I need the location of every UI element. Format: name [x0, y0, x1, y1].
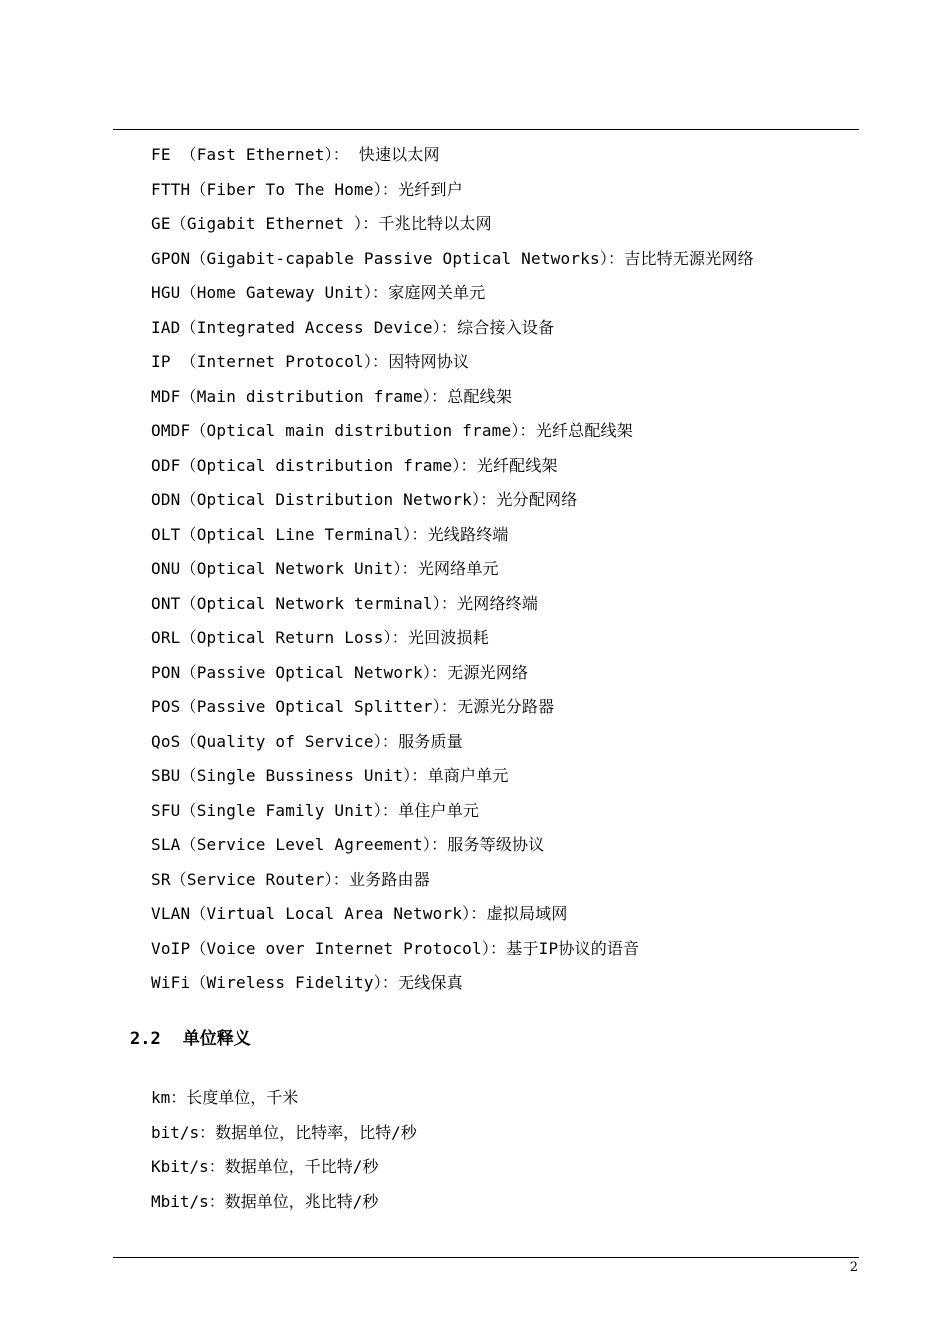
abbreviation-item: OMDF（Optical main distribution frame）：光纤总配线架: [151, 421, 633, 440]
abbreviation-item: QoS（Quality of Service）：服务质量: [151, 731, 463, 751]
section-number: 2.2: [130, 1029, 161, 1049]
abbreviation-item: SFU（Single Family Unit）：单住户单元: [151, 800, 480, 820]
abbreviation-item: OLT（Optical Line Terminal）：光线路终端: [151, 524, 509, 544]
unit-item: km：长度单位，千米: [151, 1088, 299, 1107]
abbreviation-item: FE （Fast Ethernet）： 快速以太网: [151, 145, 440, 164]
unit-item: Kbit/s：数据单位，千比特/秒: [151, 1157, 379, 1176]
abbreviation-item: ONT（Optical Network terminal）：光网络终端: [151, 593, 539, 613]
abbreviation-item: FTTH（Fiber To The Home）：光纤到户: [151, 179, 463, 199]
unit-item: Mbit/s：数据单位，兆比特/秒: [151, 1191, 379, 1211]
abbreviation-item: GPON（Gigabit-capable Passive Optical Networks）：吉比特无源光网络: [151, 248, 754, 268]
page-number: 2: [849, 1260, 858, 1275]
abbreviation-item: VLAN（Virtual Local Area Network）：虚拟局域网: [151, 904, 568, 923]
abbreviation-item: ODN（Optical Distribution Network）：光分配网络: [151, 490, 578, 509]
footer-rule: [113, 1257, 859, 1258]
abbreviation-item: SBU（Single Bussiness Unit）：单商户单元: [151, 766, 509, 785]
section-heading: [130, 1024, 251, 1054]
abbreviation-item: GE（Gigabit Ethernet ）：千兆比特以太网: [151, 214, 492, 233]
unit-item: bit/s：数据单位，比特率，比特/秒: [151, 1122, 417, 1142]
abbreviation-item: POS（Passive Optical Splitter）：无源光分路器: [151, 697, 555, 716]
section-title: 单位释义: [182, 1029, 251, 1049]
abbreviation-item: IAD（Integrated Access Device）：综合接入设备: [151, 317, 555, 337]
abbreviation-item: ODF（Optical distribution frame）：光纤配线架: [151, 455, 558, 475]
abbreviation-item: HGU（Home Gateway Unit）：家庭网关单元: [151, 283, 486, 302]
abbreviation-item: WiFi（Wireless Fidelity）：无线保真: [151, 973, 463, 992]
abbreviation-item: ONU（Optical Network Unit）：光网络单元: [151, 559, 499, 578]
unit-list: [151, 1081, 417, 1219]
abbreviation-item: IP （Internet Protocol）：因特网协议: [151, 352, 470, 371]
abbreviation-item: SLA（Service Level Agreement）：服务等级协议: [151, 835, 545, 854]
abbreviation-item: MDF（Main distribution frame）：总配线架: [151, 386, 513, 406]
abbreviation-item: SR（Service Router）：业务路由器: [151, 869, 430, 889]
abbreviation-list: [151, 138, 754, 1001]
abbreviation-item: PON（Passive Optical Network）：无源光网络: [151, 662, 529, 682]
abbreviation-item: ORL（Optical Return Loss）：光回波损耗: [151, 628, 489, 647]
header-rule: [113, 129, 859, 130]
abbreviation-item: VoIP（Voice over Internet Protocol）：基于IP协议的语音: [151, 938, 640, 958]
